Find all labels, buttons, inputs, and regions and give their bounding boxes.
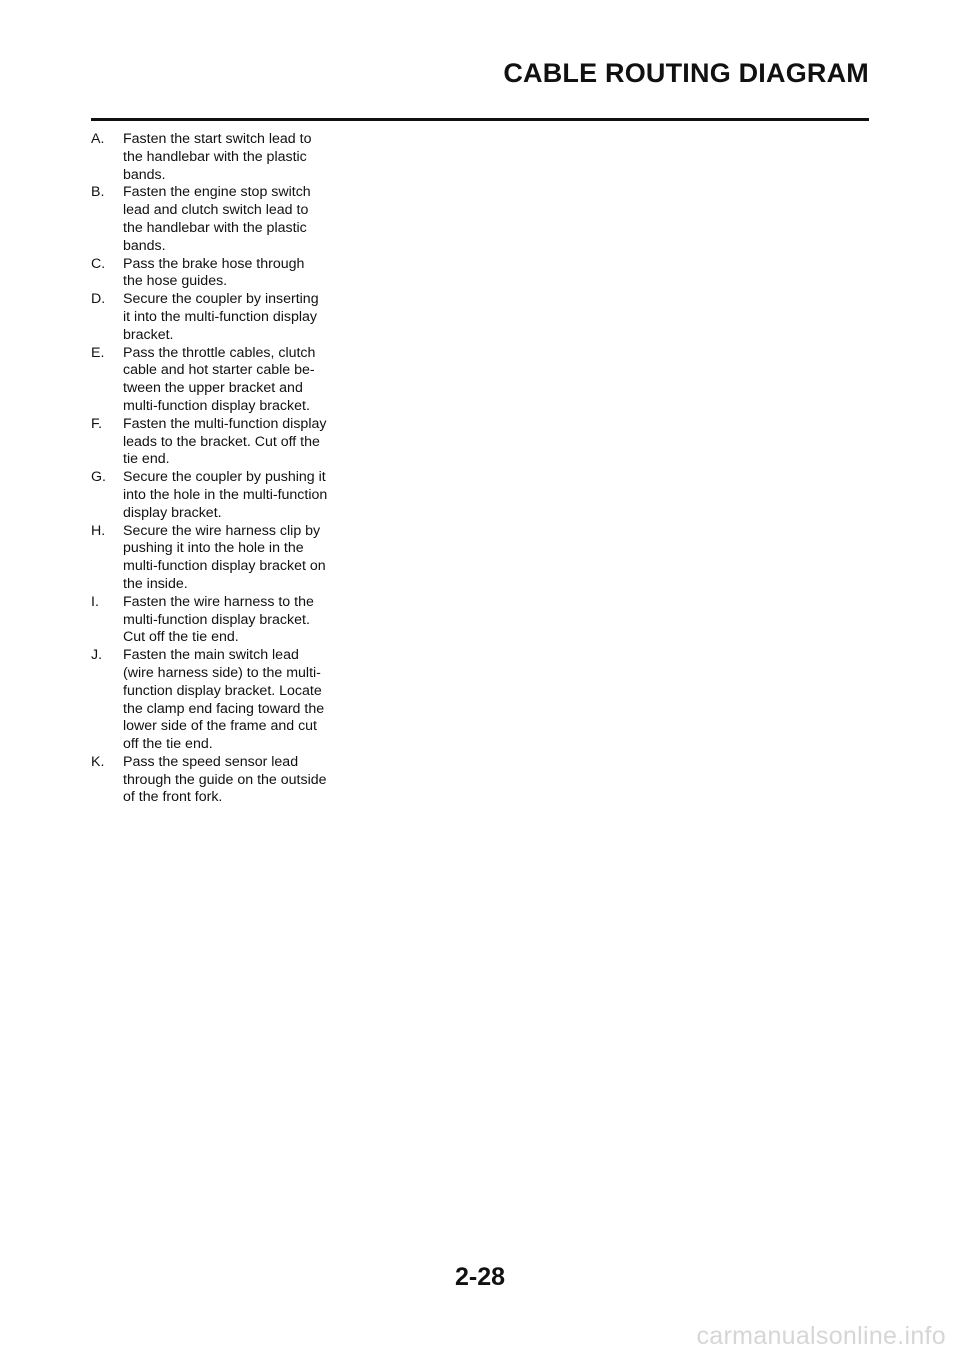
instruction-text-line: it into the multi-function display [123, 308, 317, 325]
instruction-letter: C. [91, 255, 106, 272]
instruction-text-line: bands. [123, 237, 166, 254]
instruction-text-line: the hose guides. [123, 273, 228, 290]
instruction-text-line: the clamp end facing toward the [123, 700, 325, 717]
header-divider [91, 118, 869, 121]
instruction-text-line: leads to the bracket. Cut off the [123, 433, 320, 450]
instruction-list [91, 131, 331, 807]
instruction-text-line: multi-function display bracket. [123, 397, 310, 414]
instruction-text-line: off the tie end. [123, 736, 213, 753]
instruction-text-line: the handlebar with the plastic [123, 219, 307, 236]
instruction-text-line: lead and clutch switch lead to [123, 202, 309, 219]
instruction-text-line: Secure the wire harness clip by [123, 522, 321, 539]
instruction-text-line: Secure the coupler by pushing it [123, 469, 326, 486]
instruction-text-line: display bracket. [123, 504, 222, 521]
instruction-letter: J. [91, 647, 103, 664]
instruction-text-line: Secure the coupler by inserting [123, 291, 319, 308]
page-number: 2-28 [454, 1263, 506, 1291]
instruction-text-line: into the hole in the multi-function [123, 486, 328, 503]
instruction-letter: I. [91, 593, 99, 610]
instruction-text-line: Pass the brake hose through [123, 255, 305, 272]
instruction-text-line: Fasten the multi-function display [123, 415, 327, 432]
instruction-letter: H. [91, 522, 106, 539]
page-title: CABLE ROUTING DIAGRAM [503, 58, 869, 88]
instruction-item [91, 345, 331, 416]
instruction-item [91, 416, 331, 469]
instruction-text-line: the inside. [123, 575, 188, 592]
instruction-text-line: Cut off the tie end. [123, 629, 239, 646]
instruction-text-line: through the guide on the outside [123, 771, 327, 788]
instruction-item [91, 647, 331, 754]
instruction-item [91, 523, 331, 594]
instruction-text-line: Fasten the start switch lead to [123, 131, 312, 147]
instruction-text-line: Fasten the main switch lead [123, 647, 299, 664]
instruction-item [91, 594, 331, 647]
instruction-text-line: Pass the throttle cables, clutch [123, 344, 316, 361]
instruction-item [91, 184, 331, 255]
instruction-item [91, 131, 331, 184]
instruction-letter: F. [91, 415, 103, 432]
instruction-text-line: of the front fork. [123, 789, 223, 806]
instruction-text-line: function display bracket. Locate [123, 682, 322, 699]
instruction-text-line: multi-function display bracket on [123, 558, 326, 575]
instruction-text-line: lower side of the frame and cut [123, 718, 317, 735]
instruction-letter: G. [91, 469, 106, 486]
instruction-item [91, 754, 331, 807]
instruction-item [91, 469, 331, 522]
instruction-item [91, 256, 331, 292]
instruction-letter: K. [91, 753, 105, 770]
instruction-text-line: pushing it into the hole in the [123, 540, 304, 557]
instruction-text-line: Fasten the engine stop switch [123, 184, 311, 201]
instruction-letter: D. [91, 291, 106, 308]
instruction-text-line: tie end. [123, 451, 170, 468]
instruction-letter: A. [91, 131, 105, 147]
instruction-text-line: multi-function display bracket. [123, 611, 310, 628]
instruction-text-line: the handlebar with the plastic [123, 148, 307, 165]
instruction-text-line: bands. [123, 166, 166, 183]
instruction-text-line: cable and hot starter cable be- [123, 362, 315, 379]
instruction-letter: E. [91, 344, 105, 361]
instruction-letter: B. [91, 184, 105, 201]
instruction-text-line: Fasten the wire harness to the [123, 593, 314, 610]
watermark: carmanualsonline.info [696, 1322, 946, 1350]
instruction-text-line: (wire harness side) to the multi- [123, 664, 321, 681]
instruction-text-line: Pass the speed sensor lead [123, 753, 299, 770]
instruction-text-line: bracket. [123, 326, 174, 343]
instruction-text-line: tween the upper bracket and [123, 380, 303, 397]
instruction-item [91, 291, 331, 344]
